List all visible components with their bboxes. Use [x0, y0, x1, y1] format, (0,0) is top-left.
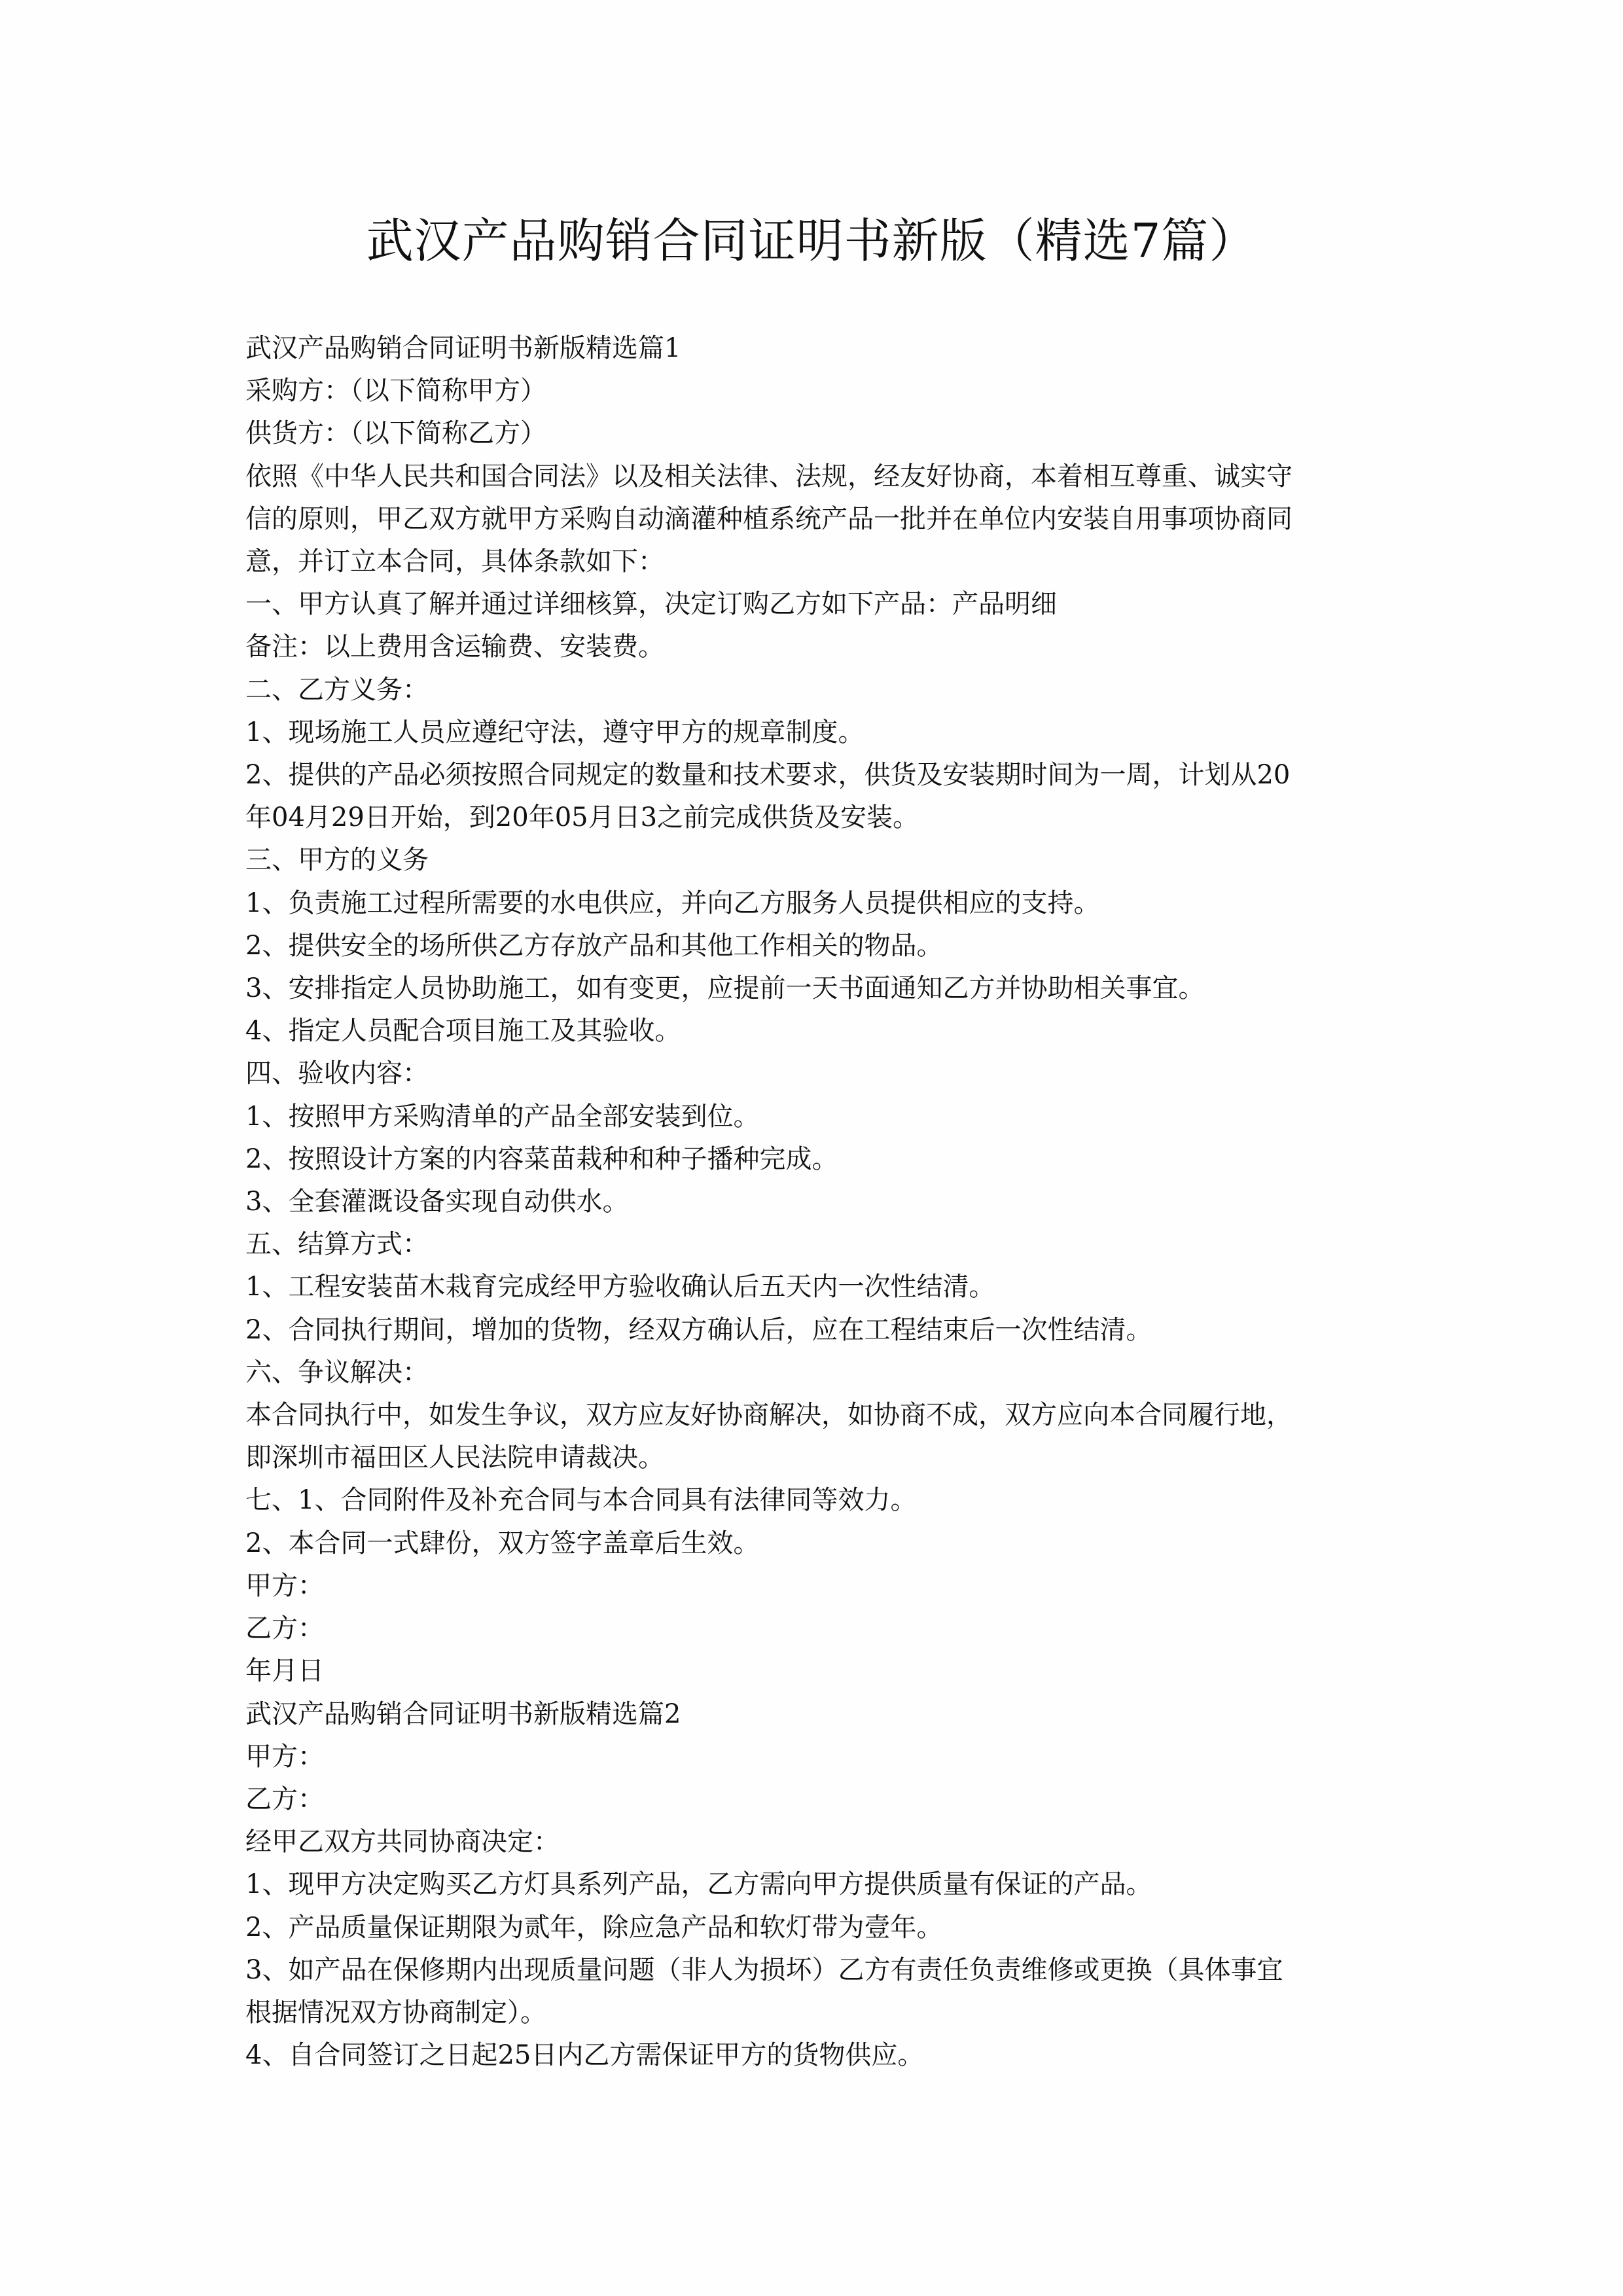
supplier-line: 供货方：（以下简称乙方） [245, 418, 546, 449]
clause-line: 本合同执行中，如发生争议，双方应友好协商解决，如协商不成，双方应向本合同履行地， [245, 1400, 1293, 1431]
note-line: 备注：以上费用含运输费、安装费。 [245, 632, 664, 662]
clause-line: 4、自合同签订之日起25日内乙方需保证甲方的货物供应。 [245, 2040, 924, 2071]
clause-line: 2、本合同一式肆份，双方签字盖章后生效。 [245, 1528, 760, 1558]
section-heading-2: 武汉产品购销合同证明书新版精选篇2 [245, 1698, 681, 1729]
clause-heading: 三、甲方的义务 [245, 845, 429, 876]
party-a-line: 甲方： [245, 1741, 324, 1772]
clause-line: 1、现甲方决定购买乙方灯具系列产品，乙方需向甲方提供质量有保证的产品。 [245, 1869, 1152, 1900]
clause-line: 3、如产品在保修期内出现质量问题（非人为损坏）乙方有责任负责维修或更换（具体事宜 [245, 1954, 1283, 1985]
clause-line: 1、负责施工过程所需要的水电供应，并向乙方服务人员提供相应的支持。 [245, 888, 1100, 918]
signature-date: 年月日 [245, 1656, 324, 1687]
document-body [245, 327, 1384, 2077]
document-title: 武汉产品购销合同证明书新版（精选7篇） [366, 213, 1257, 268]
clause-line: 3、全套灌溉设备实现自动供水。 [245, 1187, 629, 1217]
clause-heading: 二、乙方义务： [245, 674, 429, 705]
clause-line: 七、1、合同附件及补充合同与本合同具有法律同等效力。 [245, 1485, 917, 1516]
clause-line: 即深圳市福田区人民法院申请裁决。 [245, 1443, 664, 1473]
paragraph-line: 意，并订立本合同，具体条款如下： [245, 547, 664, 577]
clause-line: 3、安排指定人员协助施工，如有变更，应提前一天书面通知乙方并协助相关事宜。 [245, 973, 1205, 1004]
signature-party-b: 乙方： [245, 1613, 324, 1644]
clause-line: 1、现场施工人员应遵纪守法，遵守甲方的规章制度。 [245, 717, 865, 747]
paragraph-line: 信的原则，甲乙双方就甲方采购自动滴灌种植系统产品一批并在单位内安装自用事项协商同 [245, 503, 1293, 534]
clause-heading: 五、结算方式： [245, 1229, 429, 1260]
clause-line: 4、指定人员配合项目施工及其验收。 [245, 1016, 681, 1047]
clause-line: 2、合同执行期间，增加的货物，经双方确认后，应在工程结束后一次性结清。 [245, 1314, 1152, 1345]
clause-line: 1、工程安装苗木栽育完成经甲方验收确认后五天内一次性结清。 [245, 1272, 995, 1302]
clause-line: 2、按照设计方案的内容菜苗栽种和种子播种完成。 [245, 1143, 838, 1174]
clause-heading: 四、验收内容： [245, 1058, 429, 1089]
clause-heading: 六、争议解决： [245, 1357, 429, 1388]
clause-line: 年04月29日开始，到20年05月日3之前完成供货及安装。 [245, 802, 919, 833]
signature-party-a: 甲方： [245, 1570, 324, 1601]
party-b-line: 乙方： [245, 1784, 324, 1814]
clause-line: 2、提供的产品必须按照合同规定的数量和技术要求，供货及安装期时间为一周，计划从20 [245, 760, 1291, 791]
clause-line: 一、甲方认真了解并通过详细核算，决定订购乙方如下产品：产品明细 [245, 589, 1057, 620]
section-heading-1: 武汉产品购销合同证明书新版精选篇1 [245, 333, 681, 363]
clause-line: 2、产品质量保证期限为贰年，除应急产品和软灯带为壹年。 [245, 1912, 943, 1943]
clause-line: 2、提供安全的场所供乙方存放产品和其他工作相关的物品。 [245, 930, 943, 961]
paragraph-line: 经甲乙双方共同协商决定： [245, 1827, 560, 1857]
buyer-line: 采购方：（以下简称甲方） [245, 376, 546, 406]
paragraph-line: 依照《中华人民共和国合同法》以及相关法律、法规，经友好协商，本着相互尊重、诚实守 [245, 461, 1293, 492]
clause-line: 根据情况双方协商制定）。 [245, 1997, 546, 2028]
clause-line: 1、按照甲方采购清单的产品全部安装到位。 [245, 1101, 760, 1132]
